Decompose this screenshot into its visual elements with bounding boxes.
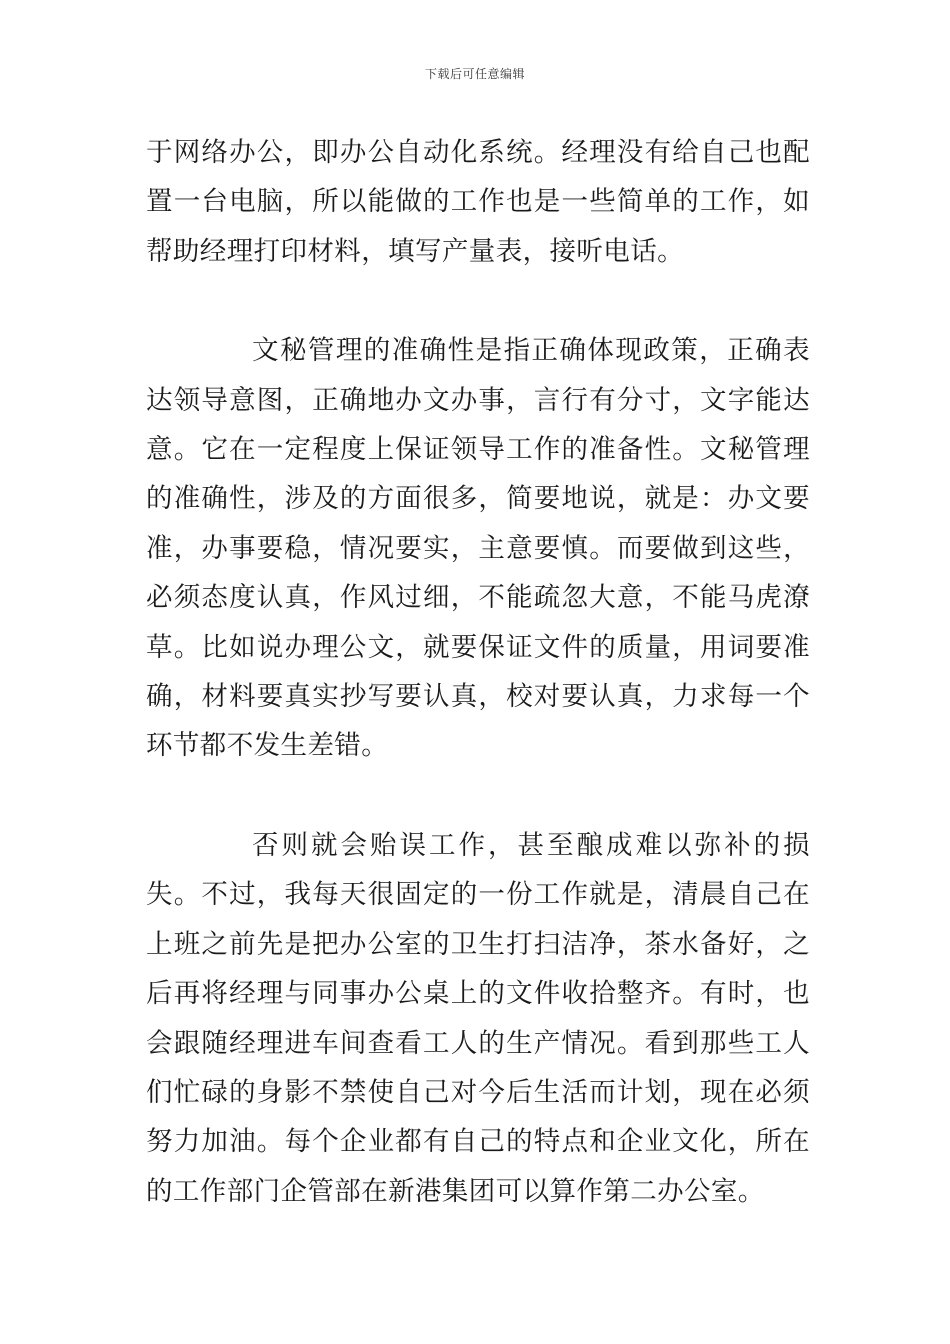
paragraph-spacer: [146, 276, 810, 326]
paragraph-2: 文秘管理的准确性是指正确体现政策，正确表达领导意图，正确地办文办事，言行有分寸，文字能达意。它在一定程度上保证领导工作的准备性。文秘管理的准确性，涉及的方面很多，简要地说，就是：办文要准，办事要稳，情况要实，主意要慎。而要做到这些，必须态度认真，作风过细，不能疏忽大意，不能马虎潦草。比如说办理公文，就要保证文件的质量，用词要准确，材料要真实抄写要认真，校对要认真，力求每一个环节都不发生差错。: [146, 335, 810, 762]
paragraph-1: 于网络办公，即办公自动化系统。经理没有给自己也配置一台电脑，所以能做的工作也是一些简单的工作，如帮助经理打印材料，填写产量表，接听电话。: [146, 137, 810, 267]
paragraph-3: 否则就会贻误工作，甚至酿成难以弥补的损失。不过，我每天很固定的一份工作就是，清晨自己在上班之前先是把办公室的卫生打扫洁净，茶水备好，之后再将经理与同事办公桌上的文件收拾整齐。有时，也会跟随经理进车间查看工人的生产情况。看到那些工人们忙碌的身影不禁使自己对今后生活而计划，现在必须努力加油。每个企业都有自己的特点和企业文化，所在的工作部门企管部在新港集团可以算作第二办公室。: [146, 829, 810, 1207]
document-body: [146, 128, 810, 1216]
page-header: 下载后可任意编辑: [424, 67, 525, 81]
paragraph-spacer: [146, 771, 810, 821]
